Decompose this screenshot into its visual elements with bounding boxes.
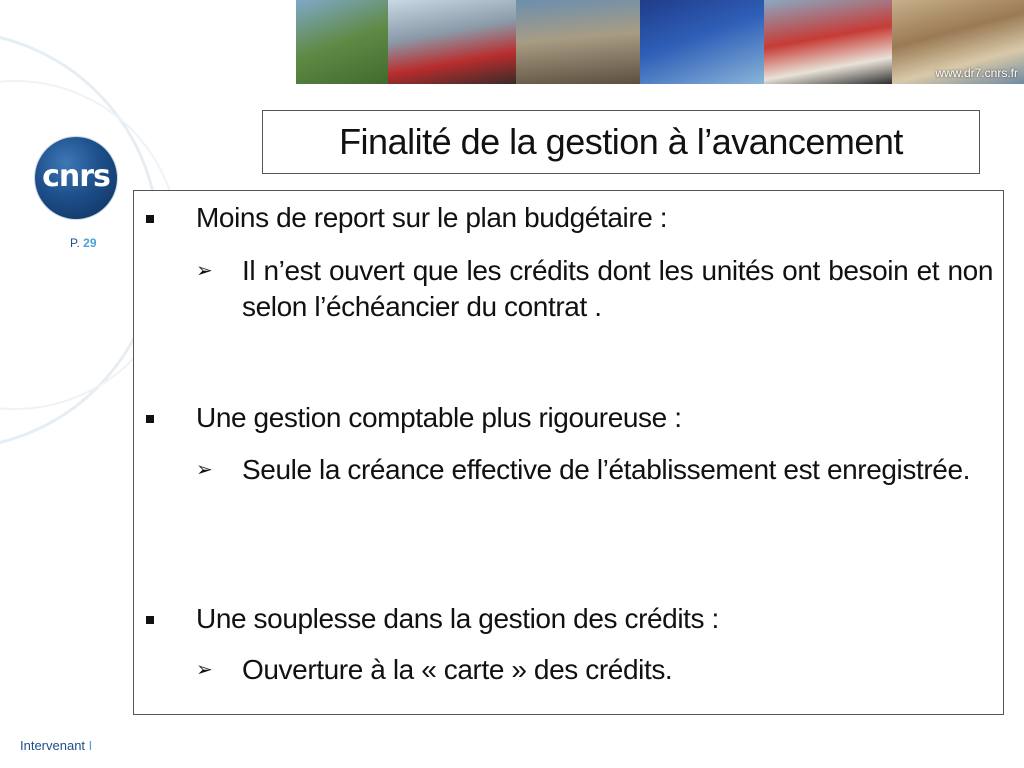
banner-url: www.dr7.cnrs.fr (935, 66, 1018, 80)
page-number (70, 236, 97, 250)
square-bullet-icon (146, 616, 154, 624)
square-bullet-icon (146, 415, 154, 423)
page-number-prefix: P. (70, 236, 80, 250)
title-box (262, 110, 980, 174)
footer-bar: I (88, 738, 93, 753)
footer-label: Intervenant (20, 738, 86, 753)
footer-presenter (20, 738, 92, 753)
arrow-bullet-icon: ➢ (196, 260, 213, 282)
bullet-text: Une souplesse dans la gestion des crédits : (196, 603, 719, 634)
banner-photo-rock-sampling (516, 0, 640, 84)
content-box (133, 190, 1004, 715)
banner-photo-birds-colony (764, 0, 892, 84)
banner-photo-lab-equipment (640, 0, 764, 84)
bullet-text: Une gestion comptable plus rigoureuse : (196, 402, 682, 433)
arrow-bullet-icon: ➢ (196, 659, 213, 681)
sub-bullet-text: Il n’est ouvert que les crédits dont les unités ont besoin et non selon l’échéancier du contrat . (242, 255, 993, 322)
photo-banner (296, 0, 1024, 84)
banner-photo-field-research (296, 0, 388, 84)
sub-bullet-text: Ouverture à la « carte » des crédits. (242, 654, 673, 685)
cnrs-logo (35, 137, 117, 219)
banner-photo-researcher-red-jacket (388, 0, 516, 84)
logo-text: cnrs (42, 158, 110, 194)
slide-title: Finalité de la gestion à l’avancement (339, 121, 903, 162)
page-number-value: 29 (83, 236, 97, 250)
bullet-text: Moins de report sur le plan budgétaire : (196, 202, 668, 233)
arrow-bullet-icon: ➢ (196, 459, 213, 481)
square-bullet-icon (146, 215, 154, 223)
sub-bullet-text: Seule la créance effective de l’établissement est enregistrée. (242, 454, 971, 485)
